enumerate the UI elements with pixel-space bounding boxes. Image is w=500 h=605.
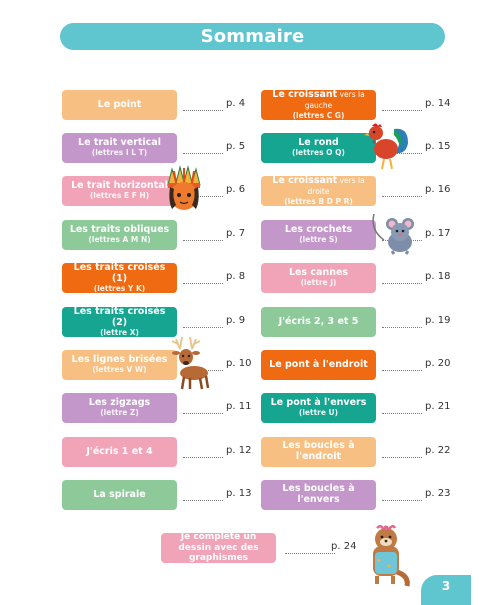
toc-entry-subtitle: (lettre U) <box>298 408 339 418</box>
toc-entry-subtitle: (lettre Z) <box>100 408 139 418</box>
toc-entry-title <box>279 317 359 328</box>
toc-entry-pill[interactable] <box>62 350 177 380</box>
toc-entry-title <box>269 360 368 371</box>
toc-entry-subtitle: (lettres V W) <box>92 365 147 375</box>
toc-entry-page: p. 7 <box>226 228 246 239</box>
toc-entry-pill[interactable] <box>62 307 177 337</box>
toc-entry-title <box>265 441 372 463</box>
toc-entry-final[interactable] <box>161 533 361 589</box>
page-title: Sommaire <box>200 26 305 47</box>
toc-entry-page: p. 9 <box>226 315 246 326</box>
toc-entry-title <box>93 490 145 501</box>
toc-entry-subtitle: (lettres O Q) <box>292 148 345 158</box>
toc-entry-page: p. 13 <box>226 488 252 499</box>
toc-entry-page: p. 23 <box>425 488 451 499</box>
leader-dots <box>285 545 335 554</box>
page-number: 3 <box>441 579 451 593</box>
toc-entry-title-text: Les boucles à l'endroit <box>282 440 355 462</box>
toc-entry-pill[interactable] <box>62 480 177 510</box>
leader-dots <box>382 449 422 458</box>
leader-dots <box>183 232 223 241</box>
toc-entry-title <box>265 484 372 506</box>
toc-entry-pill[interactable] <box>62 176 177 206</box>
toc-entry-title-text: Les crochets <box>284 224 353 236</box>
leader-dots <box>183 275 223 284</box>
leader-dots <box>382 102 422 111</box>
toc-entry-page: p. 20 <box>425 358 451 369</box>
leader-dots <box>382 362 422 371</box>
toc-entry-page: p. 18 <box>425 271 451 282</box>
toc-entry-title <box>265 176 372 198</box>
toc-entry-title-text: Les zigzags <box>88 397 151 409</box>
toc-entry-title-text: Les boucles à l'envers <box>282 483 355 505</box>
toc-entry-pill[interactable] <box>62 220 177 250</box>
leader-dots <box>382 188 422 197</box>
toc-entry-pill[interactable] <box>261 220 376 250</box>
toc-entry-page: p. 16 <box>425 184 451 195</box>
toc-entry-title-text: Le pont à l'endroit <box>269 358 368 370</box>
toc-entry-pill[interactable] <box>261 133 376 163</box>
toc-entry-subtitle: (lettres I L T) <box>91 148 148 158</box>
toc-entry-title-text: Le trait vertical <box>78 137 161 149</box>
page-number-tab <box>421 575 471 605</box>
toc-entry-subtitle: (lettres E F H) <box>89 191 150 201</box>
toc-entry-title-text: J'écris 2, 3 et 5 <box>278 315 359 327</box>
toc-entry-title-text: Le croissant <box>272 174 338 186</box>
toc-entry-title-text: Les traits croisés (1) <box>73 261 166 284</box>
leader-dots <box>183 492 223 501</box>
leader-dots <box>183 405 223 414</box>
toc-entry-pill[interactable] <box>62 437 177 467</box>
leader-dots <box>183 145 223 154</box>
toc-entry-title-text: Le croissant <box>272 88 338 100</box>
toc-entry-page: p. 8 <box>226 271 246 282</box>
toc-entry-page: p. 5 <box>226 141 246 152</box>
toc-entry-title <box>265 90 372 112</box>
toc-entry-page: p. 24 <box>331 541 357 552</box>
toc-entry-title-text: Le pont à l'envers <box>270 397 367 409</box>
toc-entry-page: p. 21 <box>425 401 451 412</box>
indian-child-illustration <box>162 165 206 213</box>
toc-entry-title-extra: vers la gauche <box>304 89 365 110</box>
toc-entry-title-text: Le trait horizontal <box>71 180 168 192</box>
toc-entry-page: p. 4 <box>226 98 246 109</box>
toc-entry-title-text: J'écris 1 et 4 <box>86 445 153 457</box>
toc-entry-page: p. 12 <box>226 445 252 456</box>
toc-entry-page: p. 6 <box>226 184 246 195</box>
toc-entry-page: p. 17 <box>425 228 451 239</box>
toc-entry-title: Je complète un dessin avec des graphismes <box>178 532 259 564</box>
leader-dots <box>183 319 223 328</box>
toc-entry-title-extra: vers la droite <box>307 175 365 196</box>
leader-dots <box>183 102 223 111</box>
toc-entry-pill[interactable] <box>261 307 376 337</box>
mouse-illustration <box>370 210 422 256</box>
toc-entry-pill[interactable] <box>62 133 177 163</box>
toc-entry-pill[interactable] <box>62 393 177 423</box>
toc-entry-subtitle: (lettres Y K) <box>93 283 146 293</box>
toc-entry-title-text: Les lignes brisées <box>71 354 168 366</box>
toc-entry-pill[interactable] <box>261 350 376 380</box>
toc-entry-title-text: Le rond <box>298 137 339 149</box>
leader-dots <box>382 492 422 501</box>
toc-entry-subtitle: (lettre J) <box>300 278 337 288</box>
toc-entry-title <box>98 100 142 111</box>
toc-entry-pill[interactable] <box>161 533 276 563</box>
toc-entry-page: p. 11 <box>226 401 252 412</box>
toc-entry-page: p. 19 <box>425 315 451 326</box>
toc-entry-subtitle: (lettre S) <box>299 235 338 245</box>
toc-entry-page: p. 10 <box>226 358 252 369</box>
title-banner <box>60 23 445 50</box>
toc-entry-title <box>66 307 173 329</box>
toc-entry-subtitle: (lettres C G) <box>292 110 345 120</box>
toc-entry-pill[interactable] <box>261 480 376 510</box>
toc-entry-pill[interactable] <box>261 437 376 467</box>
rooster-illustration <box>364 121 412 171</box>
leader-dots <box>382 275 422 284</box>
toc-entry-pill[interactable] <box>261 393 376 423</box>
toc-entry-subtitle: (lettres B D P R) <box>284 196 353 206</box>
toc-entry-title-text: Les traits croisés (2) <box>73 305 166 328</box>
toc-entry-page: p. 15 <box>425 141 451 152</box>
deer-illustration <box>166 335 212 391</box>
leader-dots <box>382 405 422 414</box>
toc-entry-page: p. 22 <box>425 445 451 456</box>
toc-entry-pill[interactable] <box>261 176 376 206</box>
toc-entry-subtitle: (lettres A M N) <box>88 235 151 245</box>
toc-entry-title-text: La spirale <box>93 488 146 500</box>
toc-entry-title-text: Le point <box>97 98 142 110</box>
otter-illustration <box>363 522 411 588</box>
toc-entry[interactable] <box>62 480 272 536</box>
toc-entry-pill[interactable] <box>261 263 376 293</box>
toc-entry-pill[interactable] <box>261 90 376 120</box>
toc-entry-title-text: Les cannes <box>288 267 349 279</box>
toc-entry-title <box>66 263 173 285</box>
toc-entry-page: p. 14 <box>425 98 451 109</box>
leader-dots <box>382 319 422 328</box>
toc-entry-title <box>86 447 152 458</box>
toc-entry-subtitle: (lettre X) <box>100 327 139 337</box>
leader-dots <box>183 449 223 458</box>
toc-entry-title-text: Les traits obliques <box>69 224 170 236</box>
toc-entry-pill[interactable] <box>62 263 177 293</box>
toc-entry-pill[interactable] <box>62 90 177 120</box>
